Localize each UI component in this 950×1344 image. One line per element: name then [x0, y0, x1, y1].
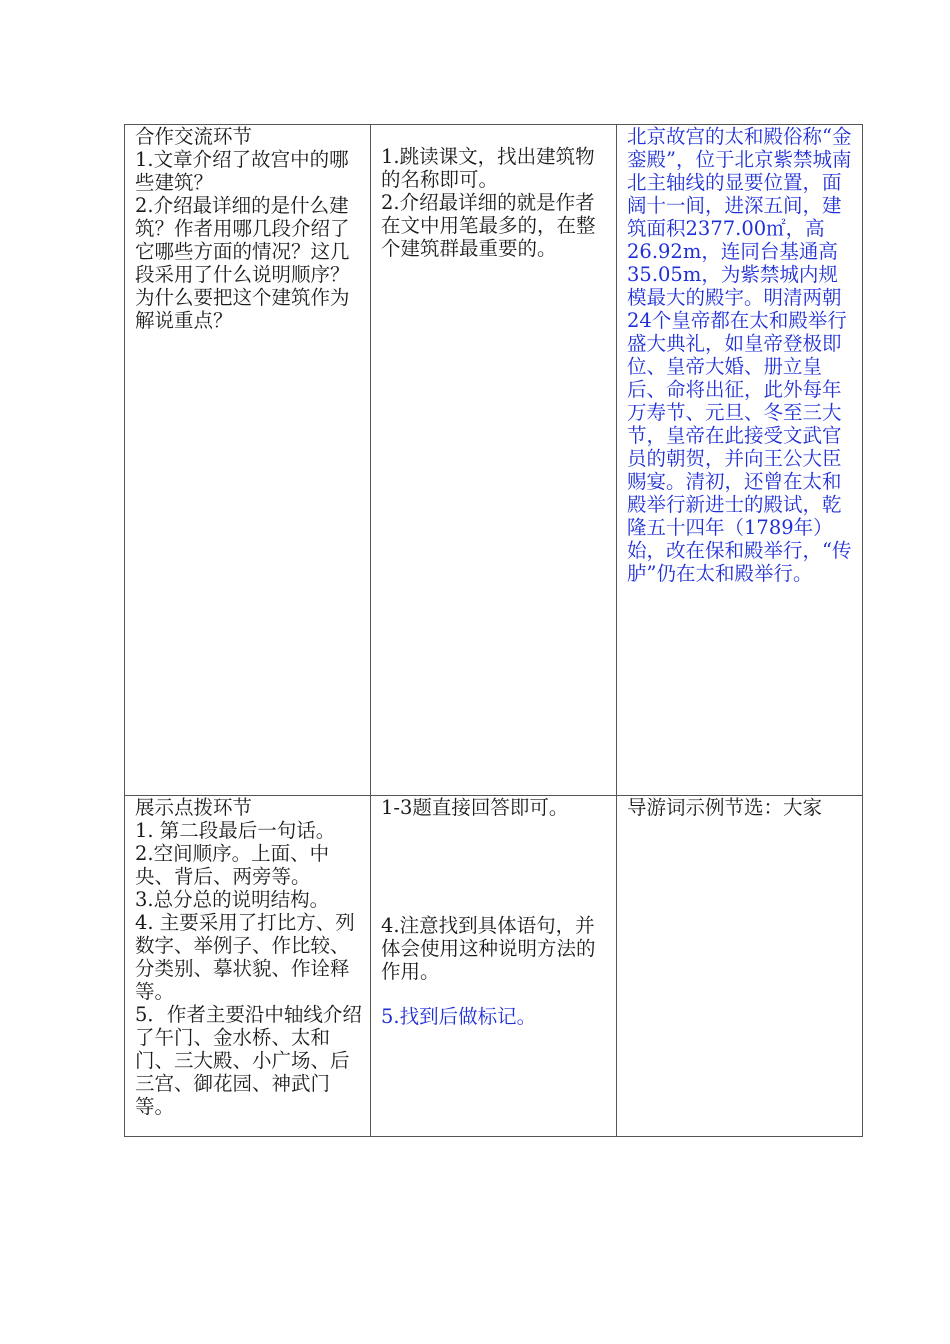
answer-5: 5．作者主要沿中轴线介绍了午门、金水桥、太和门、三大殿、小广场、后三宫、御花园、神武门等。: [135, 1003, 362, 1118]
guidance-cell-cooperation: [371, 125, 617, 796]
section-title-presentation: 展示点拨环节: [135, 796, 253, 819]
table-row: [125, 796, 863, 1137]
guidance-cell-presentation: [371, 796, 617, 1137]
guidance-4: 4.注意找到具体语句，并体会使用这种说明方法的作用。: [381, 914, 596, 983]
tour-guide-example-cell: 导游词示例节选：大家: [617, 796, 863, 1137]
taihe-hall-description: 北京故宫的太和殿俗称“金銮殿”，位于北京紫禁城南北主轴线的显要位置，面阔十一间，进深五间，建筑面积2377.00㎡，高26.92m，连同台基通高35.05m，为紫禁城内规模最大的殿宇。明清两朝24个皇帝都在太和殿举行盛大典礼，如皇帝登极即位、皇帝大婚、册立皇后、命将出征，此外每年万寿节、元旦、冬至三大节，皇帝在此接受文武官员的朝贺，并向王公大臣赐宴。清初，还曾在太和殿举行新进士的殿试，乾隆五十四年（1789年）始，改在保和殿举行，“传胪”仍在太和殿举行。: [617, 125, 863, 796]
lesson-table: [124, 124, 863, 1137]
activity-cell-presentation: [125, 796, 371, 1137]
answer-4: 4. 主要采用了打比方、列数字、举例子、作比较、分类别、摹状貌、作诠释等。: [135, 911, 355, 1003]
answer-3: 3.总分总的说明结构。: [135, 888, 330, 911]
question-1: 1.文章介绍了故宫中的哪些建筑？: [135, 148, 349, 194]
answer-2: 2.空间顺序。上面、中央、背后、两旁等。: [135, 842, 330, 888]
section-title-cooperation: 合作交流环节: [135, 125, 253, 148]
activity-cell-cooperation: [125, 125, 371, 796]
guidance-1-3: 1-3题直接回答即可。: [381, 796, 569, 819]
guidance-2: 2.介绍最详细的就是作者在文中用笔最多的，在整个建筑群最重要的。: [381, 191, 596, 260]
guidance-1: 1.跳读课文，找出建筑物的名称即可。: [381, 145, 595, 191]
guidance-5: 5.找到后做标记。: [381, 1005, 537, 1028]
question-2: 2.介绍最详细的是什么建筑？作者用哪几段介绍了它哪些方面的情况？这几段采用了什么说明顺序？为什么要把这个建筑作为解说重点？: [135, 194, 350, 332]
table-row: [125, 125, 863, 796]
answer-1: 1. 第二段最后一句话。: [135, 819, 336, 842]
